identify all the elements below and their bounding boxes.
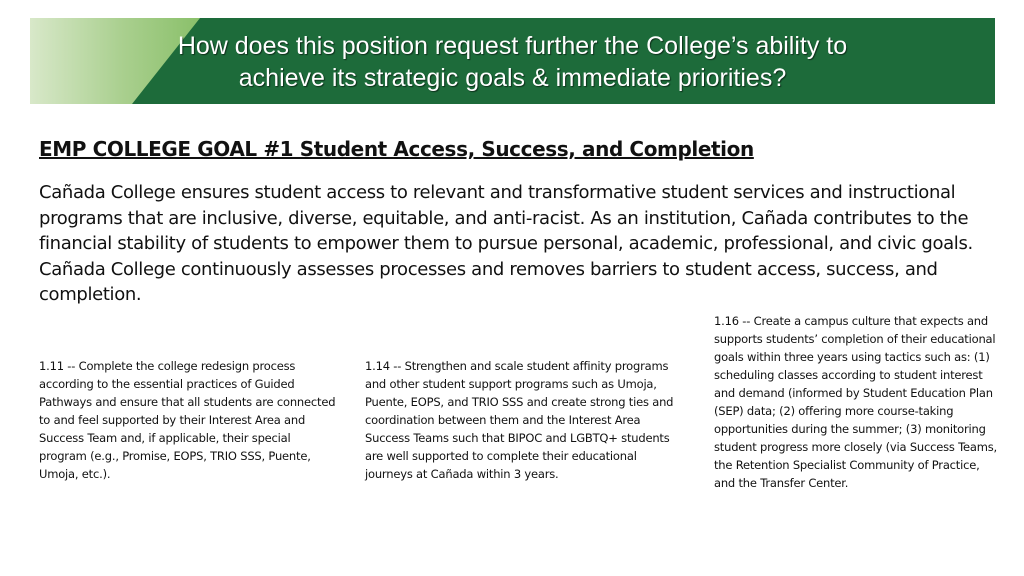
priority-1-16: 1.16 -- Create a campus culture that expects and supports students’ completion of their educational goals within three years using tactics such as: (1) scheduling classes according to student interest and demand (informed by Student Education Plan (SEP) data; (2) offering more course-taking opportunities during the summer; (3) monitoring student progress more closely (via Success Teams, the Retention Specialist Community of Practice, and the Transfer Center. (714, 314, 998, 490)
goal-heading: EMP COLLEGE GOAL #1 Student Access, Success, and Completion (39, 137, 754, 161)
slide-title-line-2: achieve its strategic goals & immediate priorities? (238, 64, 787, 92)
title-banner (30, 18, 995, 104)
priority-1-11: 1.11 -- Complete the college redesign process according to the essential practices of Guided Pathways and ensure that all students are connected to and feel supported by their Interest Area and Success Team and, if applicable, their special program (e.g., Promise, EOPS, TRIO SSS, Puente, Umoja, etc.). (39, 359, 336, 481)
goal-description: Cañada College ensures student access to relevant and transformative student services and instructional programs that are inclusive, diverse, equitable, and anti-racist. As an institution, Cañada contributes to the financial stability of students to empower them to pursue personal, academic, professional, and civic goals. Cañada College continuously assesses processes and removes barriers to student access, success, and completion. (39, 182, 973, 305)
priority-1-14: 1.14 -- Strengthen and scale student affinity programs and other student support programs such as Umoja, Puente, EOPS, and TRIO SSS and create strong ties and coordination between them and the Interest Area Success Teams such that BIPOC and LGBTQ+ students are well supported to complete their educational journeys at Cañada within 3 years. (365, 359, 674, 481)
slide-title-line-1: How does this position request further the College’s ability to (177, 32, 848, 60)
slide-title (30, 30, 995, 94)
